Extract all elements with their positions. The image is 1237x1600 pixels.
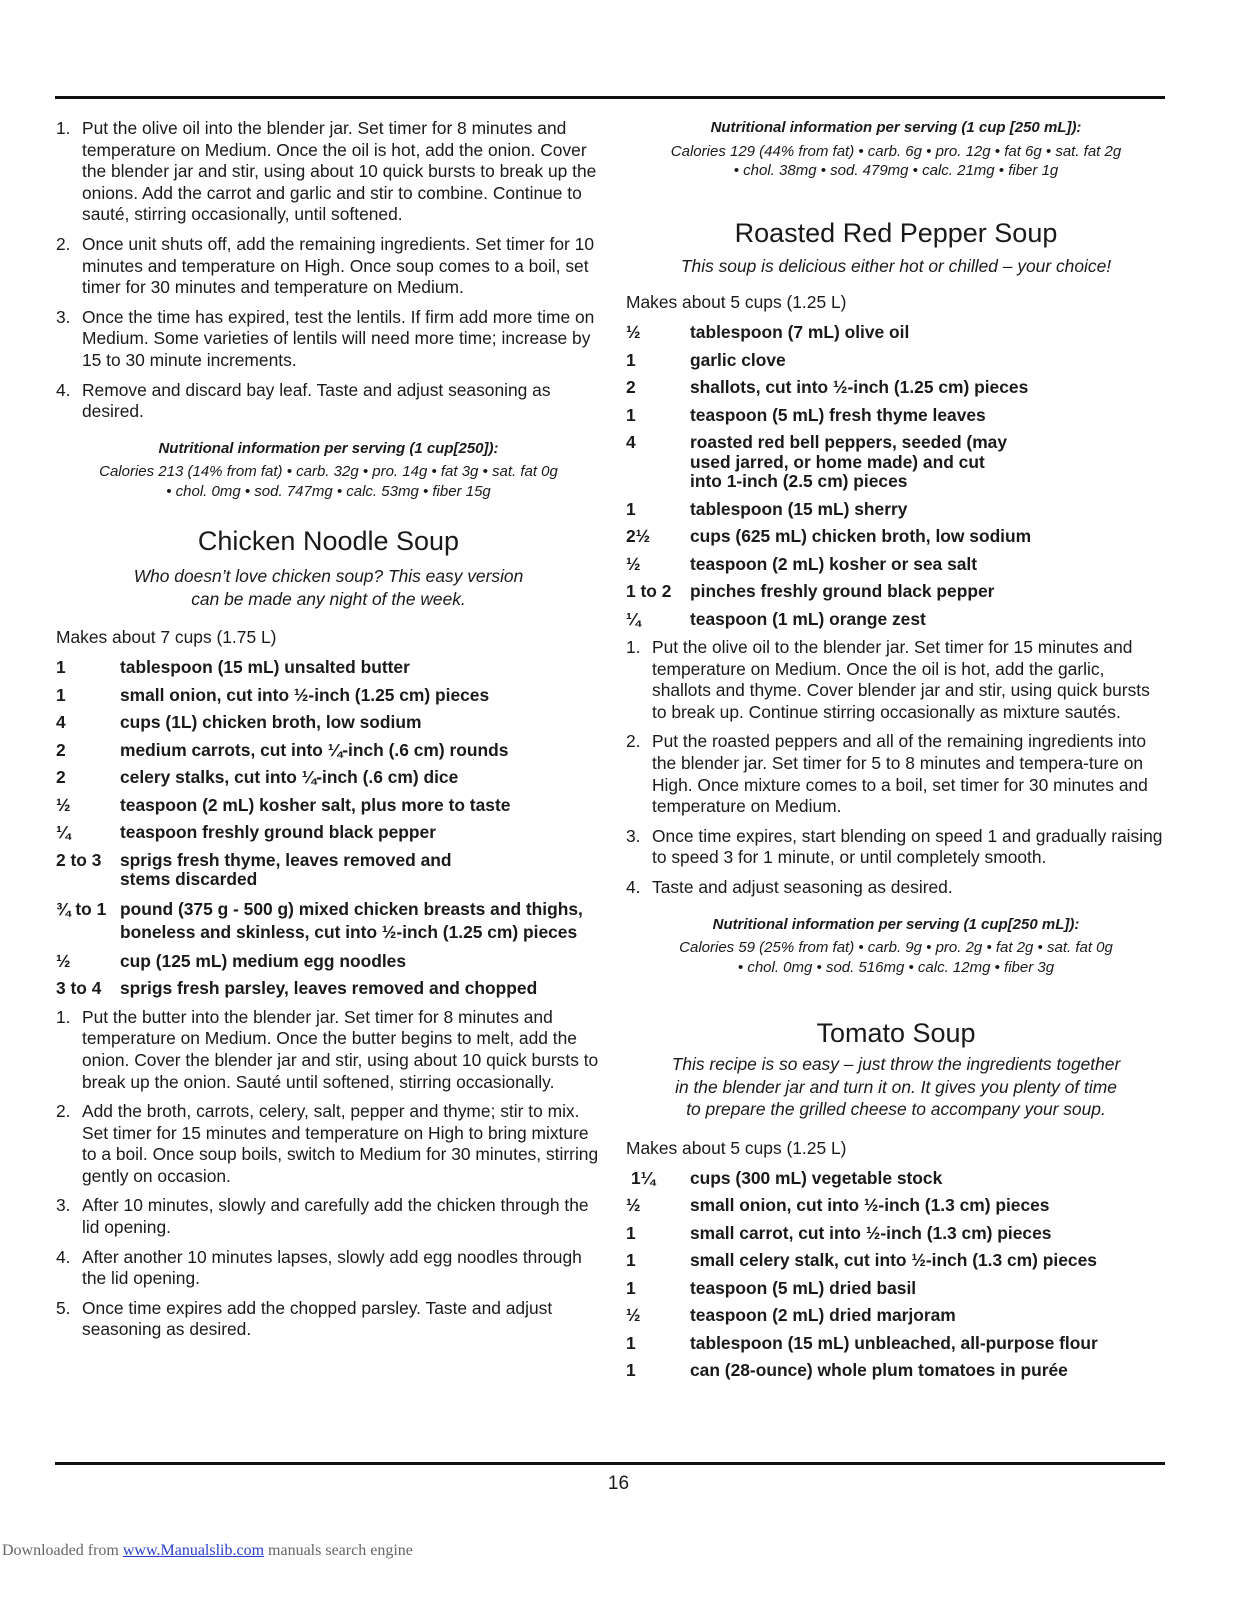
bottom-rule — [55, 1462, 1165, 1465]
nutrition-line: • chol. 0mg • sod. 747mg • calc. 53mg • fiber 15g — [166, 482, 491, 500]
step-item: 3. Once time expires, start blending on speed 1 and gradually raising to speed 3 for 1 minute, or until completely smooth. — [626, 825, 1163, 868]
recipe-intro — [626, 1053, 1166, 1121]
intro-line: can be made any night of the week. — [191, 588, 466, 609]
pepper-steps — [626, 637, 1166, 899]
ingredient-row: ¼ teaspoon (1 mL) orange zest — [626, 608, 926, 629]
recipe-title-tomato: Tomato Soup — [816, 1018, 976, 1049]
recipe-intro: This soup is delicious either hot or chilled – your choice! — [680, 255, 1112, 276]
ingredient-row: 1 to 2 pinches freshly ground black pepper — [626, 581, 995, 601]
step-item: 4. After another 10 minutes lapses, slowly add egg noodles through the lid opening. — [56, 1246, 582, 1289]
step-item: 4. Taste and adjust seasoning as desired. — [626, 876, 953, 897]
step-item: 3. Once the time has expired, test the lentils. If firm add more time on Medium. Some varieties of lentils will need more time; increase by 15 to 30 minute increments. — [56, 306, 595, 370]
ingredient-row: 1 teaspoon (5 mL) dried basil — [626, 1277, 917, 1298]
nutrition-heading: Nutritional information per serving (1 cup[250]): — [158, 439, 499, 457]
download-suffix: manuals search engine — [264, 1542, 413, 1559]
ingredient-row: 2 shallots, cut into ½-inch (1.25 cm) pieces — [626, 377, 1029, 397]
ingredient-row: 4 roasted red bell peppers, seeded (may used jarred, or home made) and cut into 1-inch (2.5 cm) pieces — [626, 432, 1008, 491]
ingredient-row: ½ teaspoon (2 mL) dried marjoram — [626, 1305, 956, 1326]
ingredient-row: 2 celery stalks, cut into ¼-inch (.6 cm) dice — [56, 767, 459, 788]
ingredient-row: 1¼ cups (300 mL) vegetable stock — [631, 1167, 943, 1188]
ingredient-row: 2½ cups (625 mL) chicken broth, low sodium — [626, 526, 1032, 546]
step-item: 2. Once unit shuts off, add the remaining ingredients. Set timer for 10 minutes and temperature on High. Once soup comes to a boil, set timer for 30 minutes and temperature on Medium. — [56, 233, 595, 298]
tomato-ingredients — [626, 1169, 1166, 1381]
ingredient-row: 2 medium carrots, cut into ¼-inch (.6 cm) rounds — [56, 739, 509, 760]
chicken-ingredients — [56, 658, 601, 999]
ingredient-row: 1 tablespoon (15 mL) unbleached, all-purpose flour — [626, 1332, 1098, 1353]
recipe-yield: Makes about 7 cups (1.75 L) — [56, 627, 277, 648]
pepper-nutrition — [626, 915, 1166, 978]
manualslib-link[interactable]: www.Manualslib.com — [122, 1542, 265, 1559]
right-column — [626, 118, 1166, 1389]
ingredient-row: ½ teaspoon (2 mL) kosher salt, plus more to taste — [56, 794, 511, 815]
nutrition-heading: Nutritional information per serving (1 cup [250 mL]): — [710, 119, 1082, 136]
ingredient-row: 1 tablespoon (15 mL) sherry — [626, 498, 908, 519]
ingredient-row: 1 teaspoon (5 mL) fresh thyme leaves — [626, 404, 986, 425]
nutrition-line: • chol. 38mg • sod. 479mg • calc. 21mg • fiber 1g — [733, 162, 1059, 179]
chicken-nutrition — [626, 118, 1166, 181]
step-item: 4. Remove and discard bay leaf. Taste and adjust seasoning as desired. — [56, 379, 551, 422]
step-item: 3. After 10 minutes, slowly and carefully add the chicken through the lid opening. — [56, 1195, 589, 1238]
ingredient-row: 1 can (28-ounce) whole plum tomatoes in purée — [626, 1360, 1068, 1381]
nutrition-line: • chol. 0mg • sod. 516mg • calc. 12mg • fiber 3g — [737, 958, 1055, 976]
lentil-steps — [56, 118, 601, 423]
recipe-yield: Makes about 5 cups (1.25 L) — [626, 292, 847, 312]
intro-line: to prepare the grilled cheese to accompany your soup. — [686, 1099, 1106, 1120]
ingredient-row: 1 small carrot, cut into ½-inch (1.3 cm) pieces — [626, 1222, 1052, 1243]
nutrition-line: Calories 59 (25% from fat) • carb. 9g • pro. 2g • fat 2g • sat. fat 0g — [679, 939, 1113, 957]
chicken-steps — [56, 1007, 601, 1341]
ingredient-row: ½ teaspoon (2 mL) kosher or sea salt — [626, 553, 978, 574]
recipe-title-chicken: Chicken Noodle Soup — [197, 526, 460, 557]
step-item: 1. Put the butter into the blender jar. Set timer for 8 minutes and temperature on Medium. Once the butter begins to melt, add the onion. Cover the blender jar and stir, using about 10 quick bursts to break up the onion. Sauté until softened, stirring occasionally. — [56, 1006, 599, 1092]
top-rule — [55, 96, 1165, 99]
pepper-ingredients — [626, 323, 1166, 629]
ingredient-row: ½ small onion, cut into ½-inch (1.3 cm) pieces — [626, 1195, 1050, 1216]
left-column — [56, 118, 601, 1349]
nutrition-line: Calories 129 (44% from fat) • carb. 6g • pro. 12g • fat 6g • sat. fat 2g — [670, 142, 1122, 160]
recipe-intro — [56, 565, 601, 610]
ingredient-row: ½ tablespoon (7 mL) olive oil — [626, 322, 910, 342]
ingredient-row: ¼ teaspoon freshly ground black pepper — [56, 822, 436, 843]
intro-line: This recipe is so easy – just throw the ingredients together — [671, 1054, 1121, 1075]
step-item: 2. Add the broth, carrots, celery, salt, pepper and thyme; stir to mix. Set timer for 15 minutes and temperature on High to bring mixture to a boil. Once soup boils, switch to Medium for 30 minutes, stirring gently on occasion. — [56, 1101, 599, 1186]
ingredient-row: 1 small celery stalk, cut into ½-inch (1.3 cm) pieces — [626, 1250, 1097, 1271]
lentil-nutrition — [56, 439, 601, 502]
ingredient-row: ½ cup (125 mL) medium egg noodles — [56, 950, 407, 971]
ingredient-row: 3 to 4 sprigs fresh parsley, leaves removed and chopped — [56, 978, 538, 999]
download-prefix: Downloaded from — [2, 1542, 123, 1559]
ingredient-row: 2 to 3 sprigs fresh thyme, leaves removed and stems discarded — [56, 849, 452, 890]
step-item: 5. Once time expires add the chopped parsley. Taste and adjust seasoning as desired. — [56, 1297, 553, 1340]
ingredient-row: 1 small onion, cut into ½-inch (1.25 cm) pieces — [56, 684, 490, 705]
ingredient-row: 4 cups (1L) chicken broth, low sodium — [56, 712, 422, 733]
download-notice — [2, 1542, 413, 1560]
nutrition-line: Calories 213 (14% from fat) • carb. 32g • pro. 14g • fat 3g • sat. fat 0g — [99, 463, 558, 481]
recipe-title-pepper: Roasted Red Pepper Soup — [734, 217, 1058, 248]
step-item: 1. Put the olive oil to the blender jar. Set timer for 15 minutes and temperature on Medium. Once the oil is hot, add the garlic, shallots and thyme. Cover blender jar and stir, using quick bursts to break up. Continue stirring occasionally as mixture sautés. — [626, 637, 1150, 722]
page-number: 16 — [607, 1473, 630, 1494]
recipe-yield: Makes about 5 cups (1.25 L) — [626, 1137, 847, 1158]
intro-line: in the blender jar and turn it on. It gives you plenty of time — [675, 1076, 1117, 1097]
step-item: 2. Put the roasted peppers and all of the remaining ingredients into the blender jar. Set timer for 5 to 8 minutes and tempera-ture on High. Once mixture comes to a boil, set timer for 30 minutes and temperature on Medium. — [626, 731, 1148, 817]
nutrition-heading: Nutritional information per serving (1 cup[250 mL]): — [712, 915, 1080, 933]
ingredient-row: 1 garlic clove — [626, 349, 786, 370]
ingredient-row: 1 tablespoon (15 mL) unsalted butter — [56, 657, 410, 678]
step-item: 1. Put the olive oil into the blender jar. Set timer for 8 minutes and temperature on Medium. Once the oil is hot, add the onion. Cover the blender jar and stir, using about 10 quick bursts to break up the onions. Add the carrot and garlic and stir to combine. Continue to sauté, stirring occasionally, until softened. — [56, 118, 597, 225]
ingredient-row: ¾ to 1 pound (375 g - 500 g) mixed chicken breasts and thighs, boneless and skinless, cut into ½-inch (1.25 cm) pieces — [56, 898, 583, 942]
intro-line: Who doesn’t love chicken soup? This easy version — [133, 566, 524, 587]
